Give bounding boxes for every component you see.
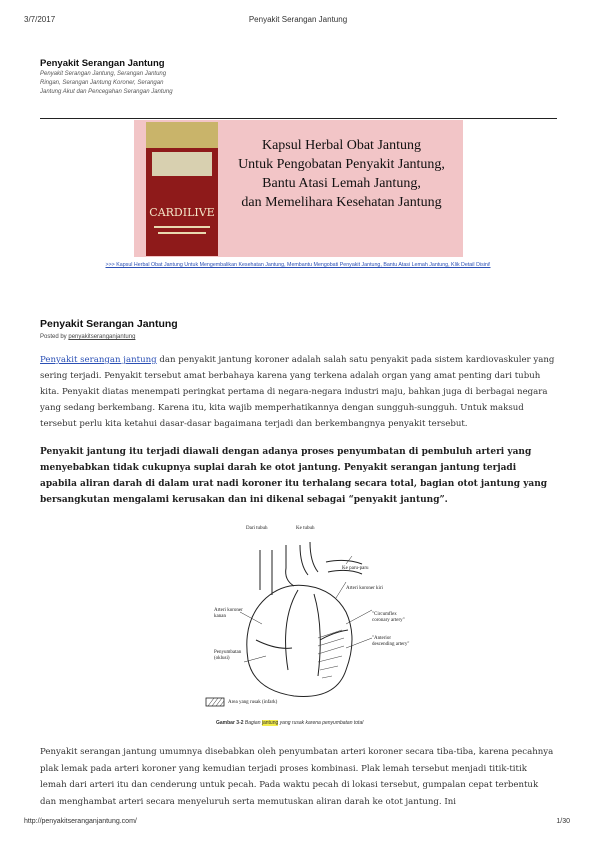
print-date: 3/7/2017: [24, 15, 56, 24]
label-dari-tubuh: Dari tubuh: [246, 526, 268, 531]
product-brand: CARDILIVE: [149, 206, 215, 219]
caption-text: yang rusak karena penyumbatan total: [279, 720, 364, 726]
banner-headline: [220, 136, 463, 212]
print-header-title: Penyakit Serangan Jantung: [248, 15, 348, 24]
label-circumflex: "Circumflex coronary artery": [372, 612, 405, 623]
footer-url[interactable]: http://penyakitseranganjantung.com/: [24, 818, 137, 825]
promo-link[interactable]: >>> Kapsul Herbal Obat Jantung Untuk Mengembalikan Kesehatan Jantung, Membantu Mengobati Penyakit Jantung, Bantu Atasi Lemah Jantung, Klik Detail Disini!: [105, 262, 491, 268]
caption-number: Gambar 3-2: [216, 720, 244, 726]
keyword-link[interactable]: Penyakit serangan jantung: [40, 355, 157, 365]
site-title[interactable]: Penyakit Serangan Jantung: [40, 58, 165, 69]
product-stripe: [154, 226, 210, 228]
paragraph-intro: [40, 352, 555, 432]
paragraph-cause: Penyakit serangan jantung umumnya disebabkan oleh penyumbatan arteri koroner secara tiba-tiba, karena pecahnya plak lemak pada arteri koroner yang kemudian terjadi proses kombinasi. Plak lemah tersebut menjadi titik-titik lemah dari arteri itu dan cenderung untuk pecah. Pada waktu pecah di lokasi tersebut, gumpalan cepat terbentuk dan menghambat arteri secara menyeluruh serta memutuskan aliran darah ke otot jantung. Ini: [40, 747, 554, 807]
caption-text: Bagian: [244, 720, 261, 726]
site-description: Penyakit Serangan Jantung, Serangan Jantung Ringan, Serangan Jantung Koroner, Serangan Jantung Akut dan Pencegahan Serangan Jantung: [40, 71, 173, 95]
page-number: 1/30: [556, 818, 570, 825]
header-divider: [40, 118, 557, 119]
promo-banner[interactable]: [134, 120, 463, 257]
label-legend: Area yang rusak (infark): [228, 700, 278, 705]
banner-line: dan Memelihara Kesehatan Jantung: [241, 195, 442, 210]
posted-by-label: Posted by: [40, 334, 67, 340]
heart-diagram: [196, 520, 410, 730]
paragraph-bold: Penyakit jantung itu terjadi diawali dengan adanya proses penyumbatan di pembuluh arteri yang menyebabkan tidak cukupnya suplai darah ke otot jantung. Penyakit serangan jantung terjadi apabila aliran darah di dalam urat nadi koroner itu terhalang secara total, bagian otot jantung yang bersangkutan mengalami kerusakan dan ini dikenal sebagai “penyakit jantung”.: [40, 447, 548, 505]
post-meta: [40, 334, 135, 340]
label-arteri-koroner-kanan: Arteri koroner kanan: [214, 608, 243, 619]
banner-line: Kapsul Herbal Obat Jantung: [261, 138, 422, 153]
label-ke-tubuh: Ke tubuh: [296, 526, 315, 531]
paragraph-text: dan penyakit jantung koroner adalah salah satu penyakit pada sistem kardiovaskuler yang sering terjadi. Penyakit tersebut amat berbahaya karena yang terkena adalah organ yang amat penting dari tubuh kita. Penyakit diatas menempati peringkat pertama di negara-negara industri maju, bahkan juga di berbagai negara yang sedang berkembang. Karena itu, kita wajib memperhatikannya dengan sungguh-sungguh. Untuk maksud tersebut perlu kita ketahui dasar-dasar bagaimana terjadi dan berkembangnya penyakit tersebut.: [40, 355, 555, 429]
product-stripe: [158, 232, 206, 234]
label-arteri-koroner-kiri: Arteri koroner kiri: [346, 586, 383, 591]
product-box-image: [146, 122, 218, 256]
banner-line: Untuk Pengobatan Penyakit Jantung,: [238, 157, 445, 172]
banner-line: Bantu Atasi Lemah Jantung,: [262, 176, 421, 191]
caption-highlight: jantung: [261, 720, 279, 726]
label-ke-paru: Ke paru-paru: [342, 566, 369, 571]
product-cap: [146, 122, 218, 148]
figure-caption: [216, 720, 363, 726]
label-penyumbatan: Penyumbatan (oklusi): [214, 650, 242, 661]
product-label: [152, 152, 212, 176]
post-title[interactable]: Penyakit Serangan Jantung: [40, 318, 178, 330]
label-anterior: "Anterior descending artery": [372, 636, 410, 647]
author-link[interactable]: penyakitseranganjantung: [68, 334, 136, 340]
